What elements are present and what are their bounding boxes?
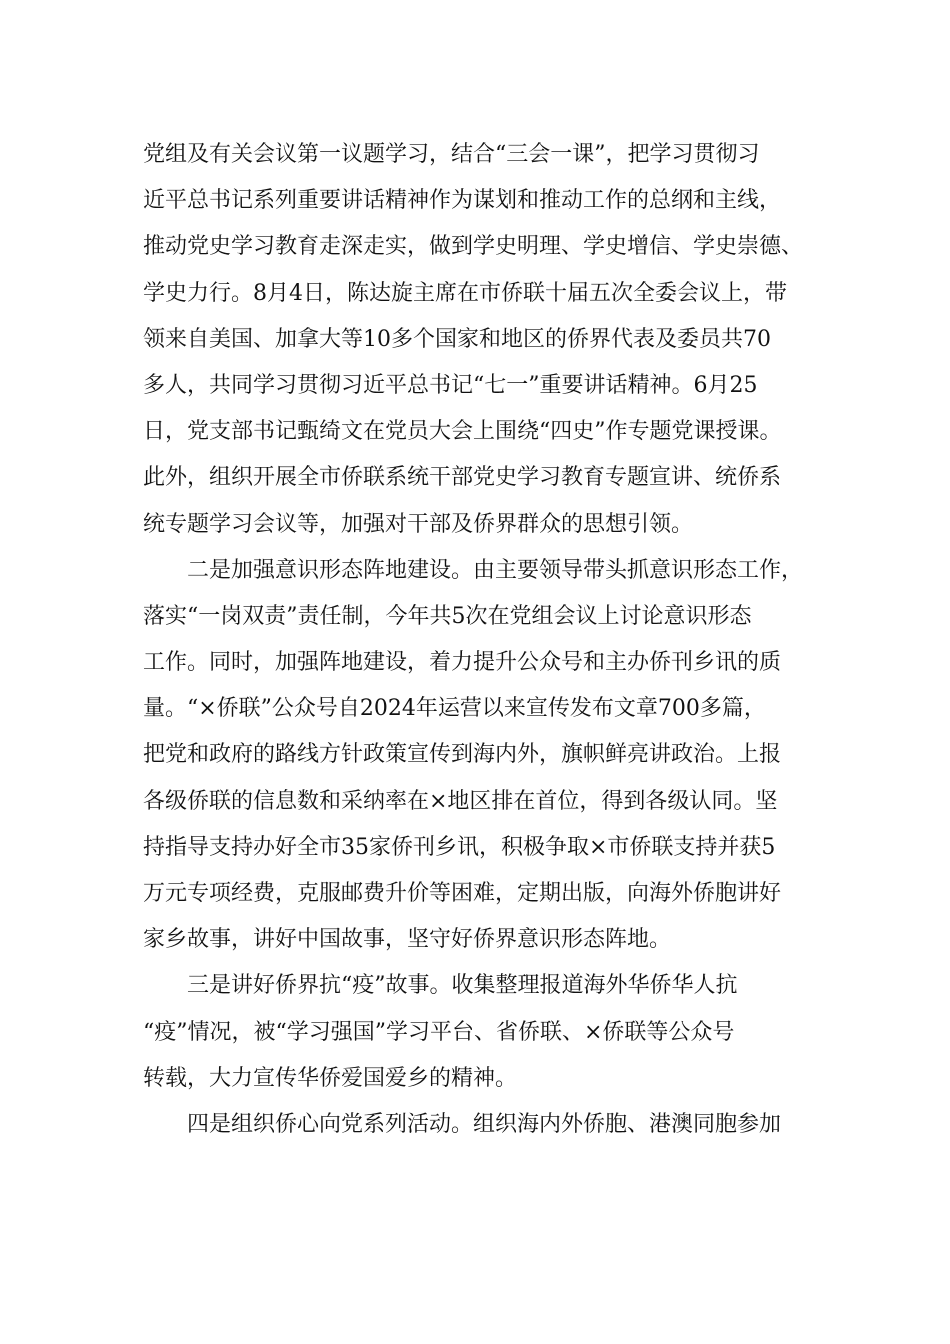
- text-line: 党组及有关会议第一议题学习，结合“三会一课”，把学习贯彻习: [143, 142, 760, 167]
- text-line: 量。“×侨联”公众号自2024年运营以来宣传发布文章700多篇，: [143, 696, 766, 722]
- text-line: 领来自美国、加拿大等10多个国家和地区的侨界代表及委员共70: [143, 326, 771, 352]
- text-line: 落实“一岗双责”责任制，今年共5次在党组会议上讨论意识形态: [143, 603, 752, 629]
- text-line: 学史力行。8月4日，陈达旋主席在市侨联十届五次全委会议上，带: [143, 280, 787, 306]
- document-body: [143, 132, 833, 1148]
- text-line: 家乡故事，讲好中国故事，坚守好侨界意识形态阵地。: [143, 927, 672, 953]
- text-line: “疫”情况，被“学习强国”学习平台、省侨联、×侨联等公众号: [143, 1019, 735, 1045]
- text-line: 此外，组织开展全市侨联系统干部党史学习教育专题宣讲、统侨系: [143, 465, 782, 491]
- text-line: 把党和政府的路线方针政策宣传到海内外，旗帜鲜亮讲政治。上报: [143, 742, 782, 768]
- paragraph-start-line: 三是讲好侨界抗“疫”故事。收集整理报道海外华侨华人抗: [187, 973, 738, 999]
- paragraph-start-line: 二是加强意识形态阵地建设。由主要领导带头抓意识形态工作，: [187, 557, 804, 583]
- text-line: 近平总书记系列重要讲话精神作为谋划和推动工作的总纲和主线，: [143, 188, 782, 214]
- text-line: 各级侨联的信息数和采纳率在×地区排在首位，得到各级认同。坚: [143, 788, 778, 814]
- text-line: 工作。同时，加强阵地建设，着力提升公众号和主办侨刊乡讯的质: [143, 650, 782, 676]
- text-line: 多人，共同学习贯彻习近平总书记“七一”重要讲话精神。6月25: [143, 372, 758, 398]
- paragraph-start-line: 四是组织侨心向党系列活动。组织海内外侨胞、港澳同胞参加: [187, 1111, 782, 1137]
- text-line: 日，党支部书记甄绮文在党员大会上围绕“四史”作专题党课授课。: [143, 419, 782, 445]
- text-line: 推动党史学习教育走深走实，做到学史明理、学史增信、学史崇德、: [143, 234, 804, 260]
- text-line: 万元专项经费，克服邮费升价等困难，定期出版，向海外侨胞讲好: [143, 881, 782, 906]
- text-line: 持指导支持办好全市35家侨刊乡讯，积极争取×市侨联支持并获5: [143, 834, 776, 860]
- text-line: 转载，大力宣传华侨爱国爱乡的精神。: [143, 1065, 518, 1091]
- text-line: 统专题学习会议等，加强对干部及侨界群众的思想引领。: [143, 511, 694, 537]
